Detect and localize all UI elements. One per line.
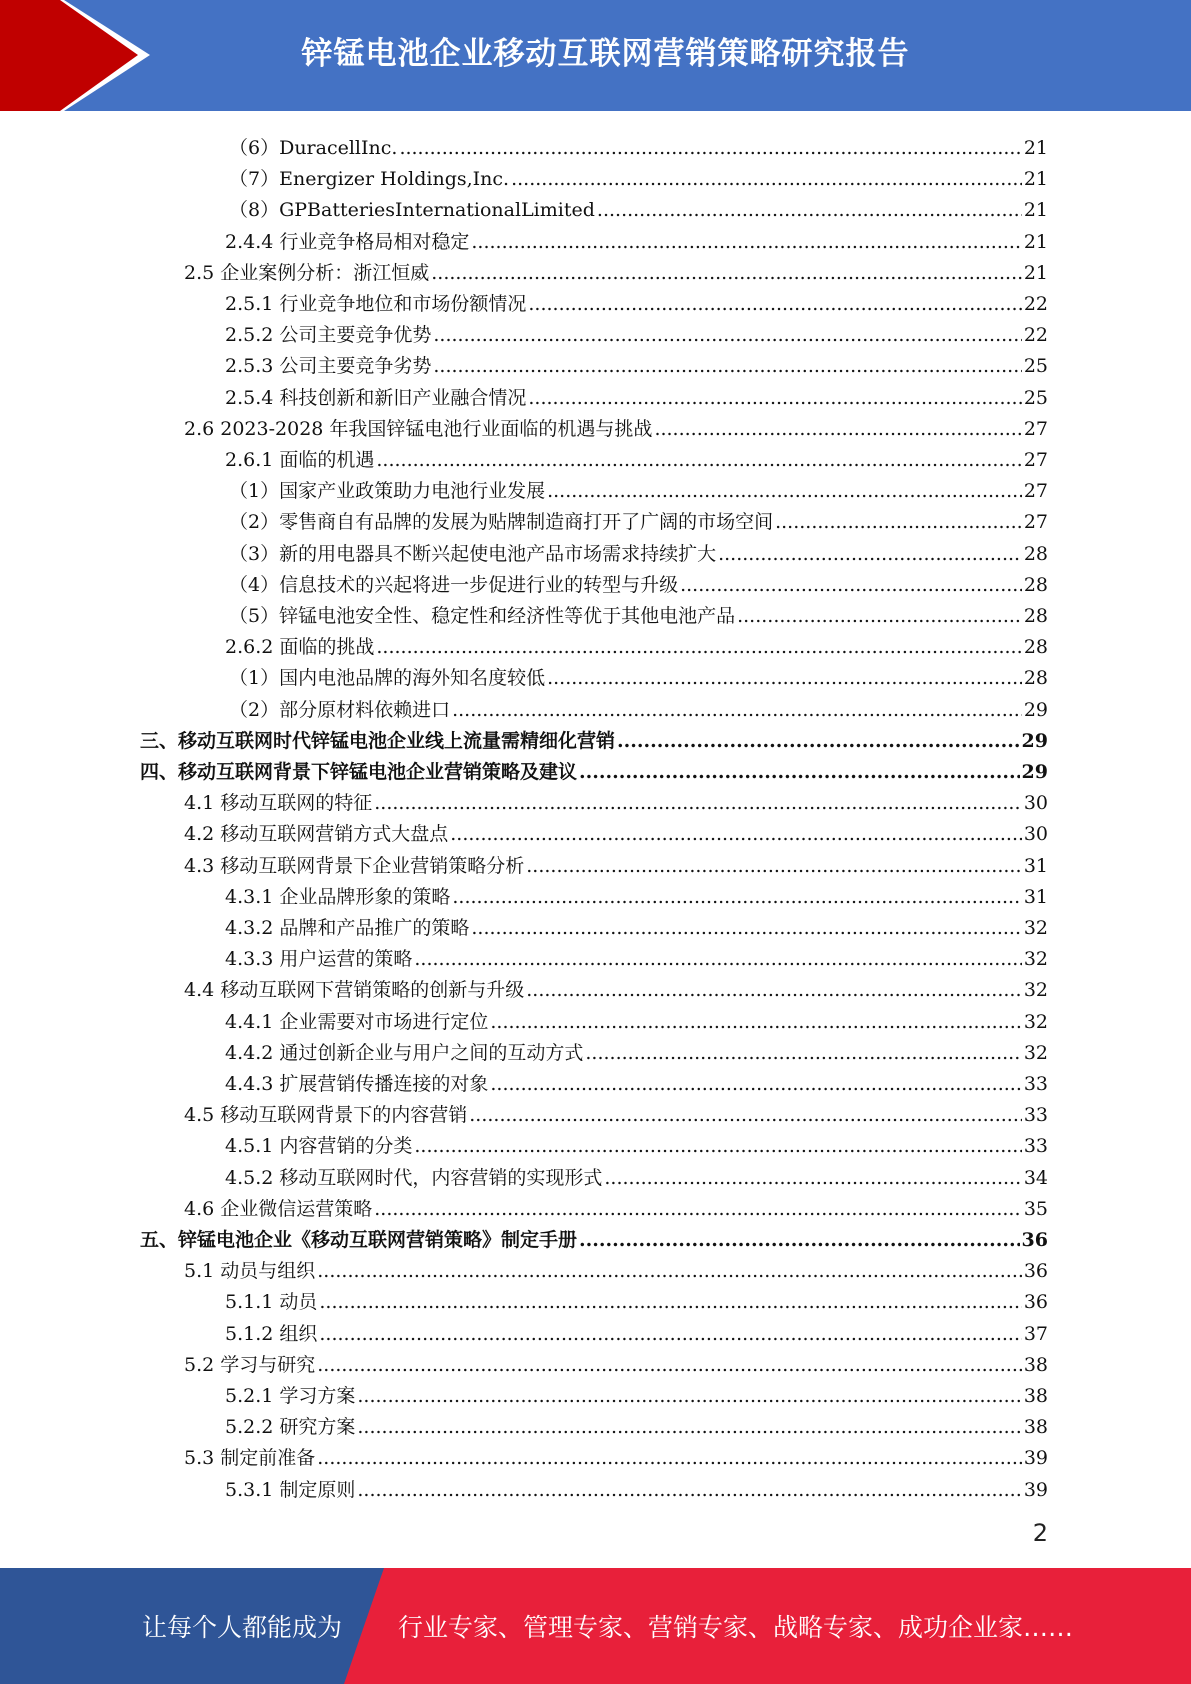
- toc-entry-page: 22: [1023, 324, 1048, 347]
- toc-entry-title: 4.3.3 用户运营的策略: [225, 948, 413, 971]
- toc-entry[interactable]: [225, 1314, 1048, 1345]
- toc-entry-title: 4.6 企业微信运营策略: [184, 1197, 373, 1220]
- toc-dot-leader: [528, 293, 1021, 315]
- toc-entry-page: 29: [1021, 761, 1048, 783]
- toc-entry-page: 25: [1023, 355, 1048, 378]
- toc-entry-page: 29: [1021, 729, 1048, 752]
- toc-entry-title: 4.4.1 企业需要对市场进行定位: [225, 1010, 489, 1033]
- toc-entry-page: 32: [1023, 1010, 1048, 1033]
- toc-dot-leader: [319, 1323, 1021, 1345]
- toc-entry-page: 31: [1023, 854, 1048, 877]
- toc-dot-leader: [597, 199, 1022, 221]
- page-number: 2: [1032, 1519, 1048, 1547]
- toc-dot-leader: [374, 792, 1022, 814]
- toc-dot-leader: [433, 355, 1021, 377]
- toc-dot-leader: [604, 1167, 1021, 1189]
- toc-entry-page: 33: [1023, 1104, 1048, 1127]
- toc-entry[interactable]: [229, 565, 1048, 596]
- toc-entry-page: 39: [1023, 1478, 1048, 1501]
- toc-entry-page: 28: [1023, 605, 1048, 627]
- toc-entry-title: 2.6 2023-2028 年我国锌锰电池行业面临的机遇与挑战: [184, 417, 653, 440]
- toc-entry[interactable]: [225, 1470, 1048, 1501]
- toc-entry[interactable]: [225, 1407, 1048, 1438]
- toc-entry[interactable]: [184, 814, 1048, 845]
- toc-entry-title: （2）部分原材料依赖进口: [229, 698, 451, 721]
- toc-entry[interactable]: [229, 159, 1048, 190]
- toc-dot-leader: [471, 231, 1021, 253]
- toc-entry[interactable]: [225, 1282, 1048, 1313]
- toc-entry[interactable]: [229, 190, 1048, 221]
- toc-entry-title: 5.2.1 学习方案: [225, 1385, 356, 1407]
- toc-entry-page: 36: [1023, 1291, 1048, 1314]
- toc-entry[interactable]: [225, 1064, 1048, 1095]
- toc-entry[interactable]: [184, 1251, 1048, 1282]
- toc-entry-title: 4.5 移动互联网背景下的内容营销: [184, 1104, 468, 1127]
- toc-entry-page: 21: [1023, 137, 1048, 159]
- toc-dot-leader: [317, 1260, 1022, 1282]
- toc-dot-leader: [431, 262, 1022, 284]
- toc-entry-title: 5.2 学习与研究: [184, 1353, 316, 1376]
- toc-entry-page: 32: [1023, 1041, 1048, 1064]
- toc-entry-page: 28: [1023, 667, 1048, 690]
- toc-entry[interactable]: [225, 939, 1048, 970]
- toc-entry-page: 21: [1023, 199, 1048, 222]
- toc-entry[interactable]: [229, 471, 1048, 502]
- toc-entry[interactable]: [184, 1095, 1048, 1126]
- toc-entry[interactable]: [225, 440, 1048, 471]
- toc-entry[interactable]: [229, 128, 1048, 159]
- toc-entry[interactable]: [184, 1438, 1048, 1469]
- toc-entry-title: 5.1.2 组织: [225, 1322, 318, 1345]
- toc-entry-page: 32: [1023, 979, 1048, 1002]
- toc-entry-page: 29: [1023, 698, 1048, 721]
- toc-entry-title: 2.6.1 面临的机遇: [225, 449, 375, 471]
- toc-entry-page: 36: [1021, 1229, 1048, 1251]
- toc-dot-leader: [547, 667, 1022, 689]
- toc-entry[interactable]: [225, 284, 1048, 315]
- toc-entry[interactable]: [229, 690, 1048, 721]
- toc-dot-leader: [585, 1042, 1021, 1064]
- toc-dot-leader: [490, 1073, 1021, 1095]
- toc-entry-page: 38: [1023, 1353, 1048, 1376]
- toc-entry-title: （2）零售商自有品牌的发展为贴牌制造商打开了广阔的市场空间: [229, 511, 774, 534]
- toc-dot-leader: [399, 137, 1021, 159]
- toc-entry-title: （3）新的用电器具不断兴起使电池产品市场需求持续扩大: [229, 542, 717, 565]
- toc-dot-leader: [680, 574, 1022, 596]
- toc-dot-leader: [317, 1354, 1022, 1376]
- toc-entry[interactable]: [229, 596, 1048, 627]
- toc-dot-leader: [526, 979, 1022, 1001]
- toc-entry-title: 4.4.2 通过创新企业与用户之间的互动方式: [225, 1041, 584, 1064]
- toc-entry[interactable]: [140, 721, 1048, 752]
- toc-entry-title: 5.2.2 研究方案: [225, 1416, 356, 1439]
- toc-dot-leader: [357, 1385, 1021, 1407]
- toc-dot-leader: [617, 730, 1020, 752]
- toc-entry-page: 32: [1023, 948, 1048, 971]
- toc-entry-page: 34: [1023, 1166, 1048, 1189]
- toc-entry-page: 21: [1023, 261, 1048, 284]
- toc-entry-title: 5.1 动员与组织: [184, 1260, 316, 1283]
- toc-entry[interactable]: [225, 1126, 1048, 1157]
- footer-slogan-left: 让每个人都能成为: [142, 1613, 343, 1642]
- toc-entry[interactable]: [225, 627, 1048, 658]
- toc-entry[interactable]: [184, 846, 1048, 877]
- toc-dot-leader: [414, 1135, 1021, 1157]
- toc-entry-title: 4.5.2 移动互联网时代，内容营销的实现形式: [225, 1166, 603, 1189]
- toc-dot-leader: [490, 1011, 1021, 1033]
- toc-entry-page: 27: [1023, 417, 1048, 440]
- toc-dot-leader: [376, 636, 1021, 658]
- toc-dot-leader: [654, 418, 1021, 440]
- toc-dot-leader: [469, 1104, 1022, 1126]
- toc-dot-leader: [452, 699, 1022, 721]
- toc-entry-title: 2.4.4 行业竞争格局相对稳定: [225, 230, 470, 253]
- toc-entry[interactable]: [184, 1189, 1048, 1220]
- toc-entry-page: 35: [1023, 1197, 1048, 1220]
- toc-entry[interactable]: [225, 346, 1048, 377]
- toc-entry[interactable]: [184, 783, 1048, 814]
- toc-dot-leader: [357, 1479, 1021, 1501]
- toc-entry-title: （1）国家产业政策助力电池行业发展: [229, 480, 546, 503]
- toc-entry-title: （8）GPBatteriesInternationalLimited: [229, 199, 595, 222]
- toc-dot-leader: [718, 543, 1022, 565]
- toc-entry-title: 2.5.4 科技创新和新旧产业融合情况: [225, 386, 527, 409]
- page-footer: [0, 1568, 1191, 1684]
- toc-entry-title: 五、锌锰电池企业《移动互联网营销策略》制定手册: [140, 1229, 578, 1251]
- toc-entry[interactable]: [229, 658, 1048, 689]
- toc-entry-page: 38: [1023, 1416, 1048, 1439]
- toc-entry[interactable]: [184, 970, 1048, 1001]
- toc-entry-title: （5）锌锰电池安全性、稳定性和经济性等优于其他电池产品: [229, 605, 736, 627]
- toc-entry-title: 5.3.1 制定原则: [225, 1478, 356, 1501]
- toc-dot-leader: [547, 480, 1022, 502]
- toc-entry-page: 31: [1023, 885, 1048, 908]
- toc-entry-title: 4.3 移动互联网背景下企业营销策略分析: [184, 854, 525, 877]
- toc-entry-page: 21: [1023, 230, 1048, 253]
- toc-dot-leader: [471, 917, 1021, 939]
- toc-entry-title: 4.3.1 企业品牌形象的策略: [225, 885, 451, 908]
- toc-entry-page: 28: [1023, 636, 1048, 659]
- toc-entry-page: 28: [1023, 573, 1048, 596]
- toc-dot-leader: [357, 1416, 1021, 1438]
- toc-entry-title: 4.4 移动互联网下营销策略的创新与升级: [184, 979, 525, 1002]
- page-header: [0, 0, 1191, 111]
- toc-dot-leader: [317, 1447, 1022, 1469]
- toc-entry-page: 22: [1023, 293, 1048, 315]
- toc-entry-page: 27: [1023, 449, 1048, 471]
- toc-entry-title: 四、移动互联网背景下锌锰电池企业营销策略及建议: [140, 761, 578, 783]
- toc-entry-page: 38: [1023, 1385, 1048, 1407]
- toc-entry[interactable]: [225, 877, 1048, 908]
- toc-entry-title: （4）信息技术的兴起将进一步促进行业的转型与升级: [229, 573, 679, 596]
- toc-entry[interactable]: [225, 1158, 1048, 1189]
- toc-entry[interactable]: [184, 253, 1048, 284]
- toc-entry-page: 30: [1023, 792, 1048, 815]
- toc-entry[interactable]: [184, 409, 1048, 440]
- toc-entry-title: 5.1.1 动员: [225, 1291, 318, 1314]
- toc-dot-leader: [414, 948, 1021, 970]
- toc-entry-title: （6）DuracellInc.: [229, 137, 398, 159]
- toc-entry-page: 39: [1023, 1447, 1048, 1470]
- toc-entry[interactable]: [184, 1345, 1048, 1376]
- toc-entry-page: 37: [1023, 1322, 1048, 1345]
- toc-dot-leader: [319, 1291, 1021, 1313]
- toc-entry[interactable]: [225, 222, 1048, 253]
- toc-entry-page: 32: [1023, 917, 1048, 939]
- toc-dot-leader: [374, 1198, 1022, 1220]
- toc-entry-title: 2.5.2 公司主要竞争优势: [225, 324, 432, 347]
- toc-dot-leader: [511, 168, 1022, 190]
- toc-entry[interactable]: [229, 502, 1048, 533]
- toc-entry-title: 2.6.2 面临的挑战: [225, 636, 375, 659]
- toc-entry-title: 4.4.3 扩展营销传播连接的对象: [225, 1073, 489, 1095]
- toc-entry-title: 5.3 制定前准备: [184, 1447, 316, 1470]
- toc-entry-page: 21: [1023, 168, 1048, 191]
- toc-entry-title: 2.5.3 公司主要竞争劣势: [225, 355, 432, 378]
- document-title: 锌锰电池企业移动互联网营销策略研究报告: [301, 35, 910, 72]
- toc-entry-page: 33: [1023, 1073, 1048, 1095]
- toc-entry-page: 27: [1023, 480, 1048, 503]
- toc-entry[interactable]: [225, 1376, 1048, 1407]
- toc-dot-leader: [528, 387, 1021, 409]
- toc-dot-leader: [376, 449, 1021, 471]
- toc-entry[interactable]: [225, 908, 1048, 939]
- toc-dot-leader: [737, 605, 1022, 627]
- toc-entry-title: 2.5 企业案例分析：浙江恒威: [184, 261, 430, 284]
- toc-entry[interactable]: [140, 752, 1048, 783]
- toc-entry[interactable]: [225, 1033, 1048, 1064]
- toc-entry-page: 30: [1023, 823, 1048, 846]
- toc-entry-title: （7）Energizer Holdings,Inc.: [229, 168, 510, 191]
- toc-entry[interactable]: [225, 1002, 1048, 1033]
- toc-dot-leader: [433, 324, 1021, 346]
- toc-dot-leader: [579, 761, 1020, 783]
- toc-dot-leader: [452, 886, 1021, 908]
- footer-slogan-right: 行业专家、管理专家、营销专家、战略专家、成功企业家……: [398, 1613, 1074, 1642]
- toc-entry-title: （1）国内电池品牌的海外知名度较低: [229, 667, 546, 690]
- toc-entry-title: 4.3.2 品牌和产品推广的策略: [225, 917, 470, 939]
- toc-entry-page: 36: [1023, 1260, 1048, 1283]
- toc-entry-page: 28: [1023, 542, 1048, 565]
- toc-dot-leader: [775, 511, 1022, 533]
- toc-entry-title: 4.2 移动互联网营销方式大盘点: [184, 823, 449, 846]
- toc-entry[interactable]: [225, 378, 1048, 409]
- toc-entry[interactable]: [225, 315, 1048, 346]
- toc-entry-page: 27: [1023, 511, 1048, 534]
- toc-entry-title: 4.5.1 内容营销的分类: [225, 1135, 413, 1158]
- toc-entry-title: 三、移动互联网时代锌锰电池企业线上流量需精细化营销: [140, 729, 616, 752]
- toc-entry[interactable]: [229, 534, 1048, 565]
- toc-dot-leader: [579, 1229, 1020, 1251]
- toc-entry-title: 4.1 移动互联网的特征: [184, 792, 373, 815]
- toc-entry[interactable]: [140, 1220, 1048, 1251]
- toc-entry-title: 2.5.1 行业竞争地位和市场份额情况: [225, 293, 527, 315]
- toc-dot-leader: [526, 855, 1022, 877]
- toc-entry-page: 33: [1023, 1135, 1048, 1158]
- toc-dot-leader: [450, 823, 1022, 845]
- toc-entry-page: 25: [1023, 386, 1048, 409]
